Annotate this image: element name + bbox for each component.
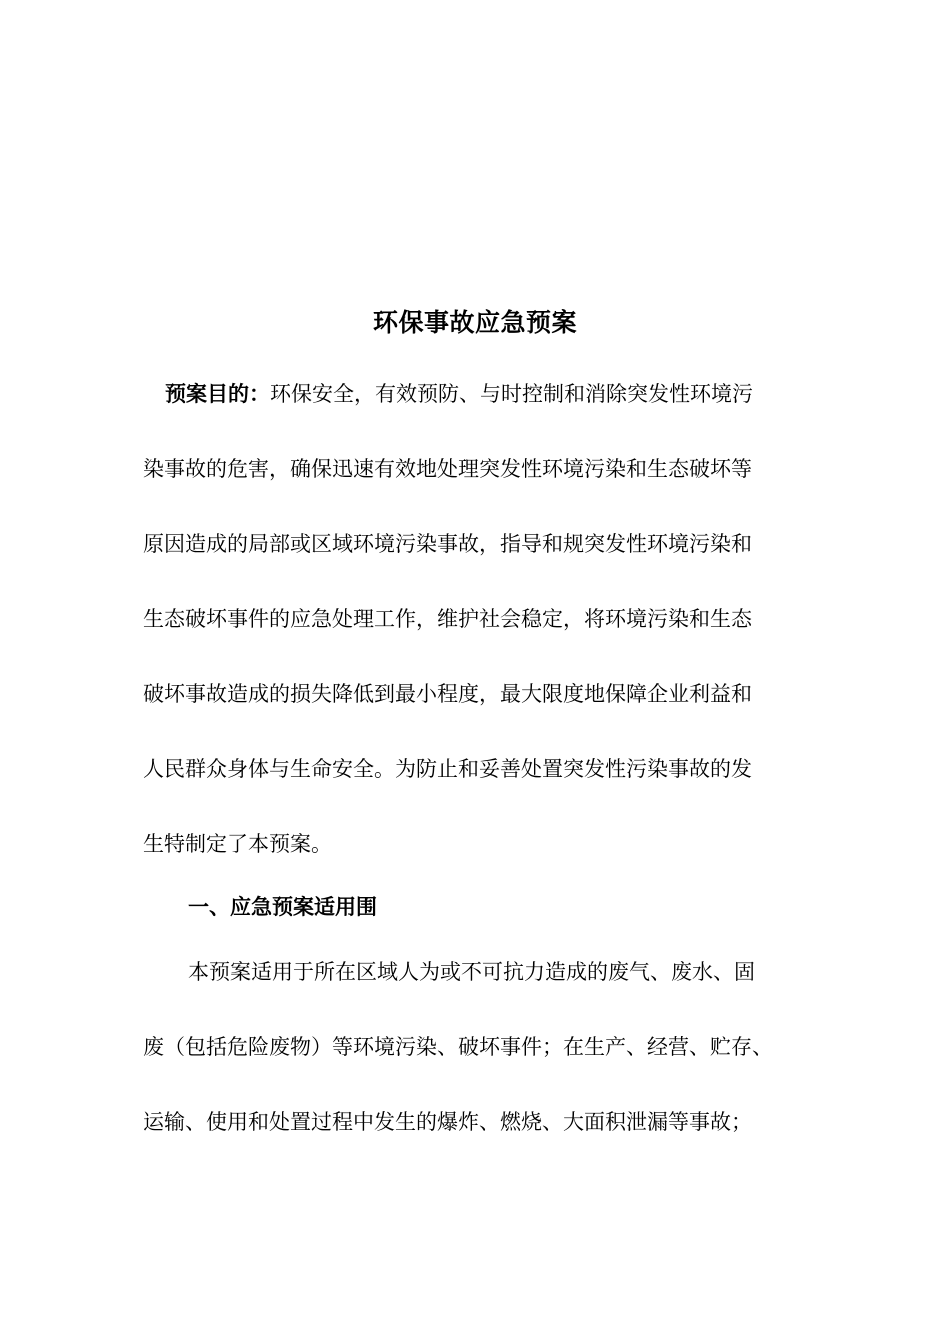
purpose-text: 环保安全，有效预防、与时控制和消除突发性环境污 — [270, 382, 753, 406]
purpose-line: 破坏事故造成的损失降低到最小程度，最大限度地保障企业利益和 — [143, 682, 752, 706]
purpose-line: 生态破坏事件的应急处理工作，维护社会稳定，将环境污染和生态 — [143, 607, 752, 631]
section-paragraph — [143, 935, 803, 1160]
section-heading: 一、应急预案适用围 — [188, 895, 377, 919]
purpose-label: 预案目的： — [165, 382, 270, 406]
section-line: 本预案适用于所在区域人为或不可抗力造成的废气、废水、固 — [188, 960, 755, 984]
section-line: 运输、使用和处置过程中发生的爆炸、燃烧、大面积泄漏等事故； — [143, 1110, 752, 1134]
purpose-line: 原因造成的局部或区域环境污染事故，指导和规突发性环境污染和 — [143, 532, 752, 556]
section-line: 废（包括危险废物）等环境污染、破坏事件；在生产、经营、贮存、 — [143, 1035, 773, 1059]
purpose-line: 生特制定了本预案。 — [143, 832, 332, 856]
purpose-line — [143, 357, 803, 432]
purpose-line: 人民群众身体与生命安全。为防止和妥善处置突发性污染事故的发 — [143, 757, 752, 781]
document-title: 环保事故应急预案 — [372, 308, 577, 337]
purpose-paragraph — [143, 357, 803, 882]
purpose-line: 染事故的危害，确保迅速有效地处理突发性环境污染和生态破坏等 — [143, 457, 752, 481]
